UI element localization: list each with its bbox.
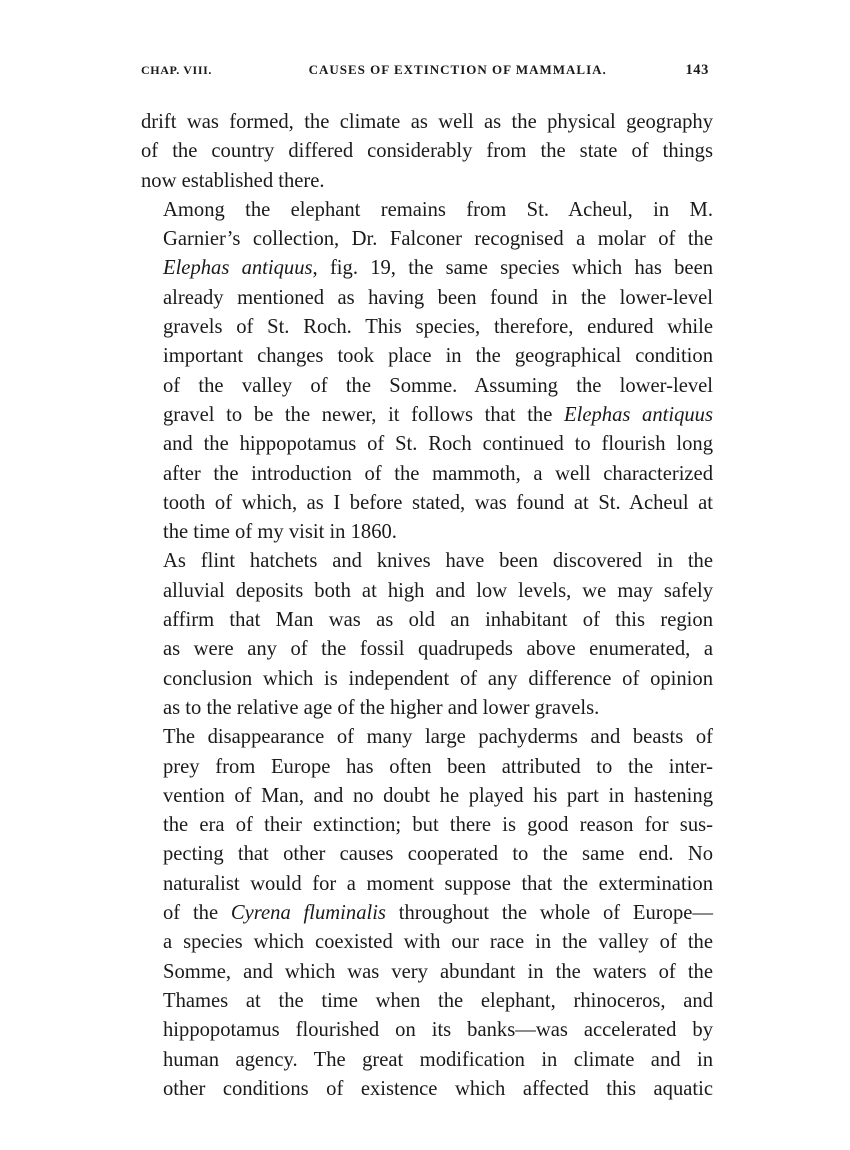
text-segment: As flint hatchets and knives have been discovered in the — [163, 550, 713, 573]
paragraph — [141, 547, 713, 723]
text-line — [141, 1016, 713, 1045]
paragraph — [141, 723, 713, 1104]
text-segment: Garnier’s collection, Dr. Falconer recognised a molar of the — [163, 228, 713, 251]
text-line — [141, 313, 713, 342]
text-line — [141, 1046, 713, 1075]
text-line — [141, 723, 713, 752]
text-segment: alluvial deposits both at high and low levels, we may safely — [163, 579, 713, 602]
text-line — [141, 958, 713, 987]
text-line — [141, 137, 713, 166]
text-line — [141, 547, 713, 576]
text-segment: as to the relative age of the higher and lower gravels. — [163, 696, 600, 719]
page-number: 143 — [685, 62, 709, 78]
chapter-label: CHAP. VIII. — [141, 63, 212, 77]
text-line — [141, 167, 713, 196]
text-segment: the era of their extinction; but there is good reason for sus- — [163, 814, 713, 837]
text-line — [141, 840, 713, 869]
text-segment: now established there. — [141, 169, 325, 192]
text-line — [141, 606, 713, 635]
text-segment: other conditions of existence which affected this aquatic — [163, 1077, 713, 1100]
text-segment: as were any of the fossil quadrupeds above enumerated, a — [163, 638, 713, 661]
text-line — [141, 225, 713, 254]
text-segment: prey from Europe has often been attributed to the inter- — [163, 755, 713, 778]
text-line — [141, 753, 713, 782]
italic-text: Cyrena fluminalis — [230, 902, 386, 925]
text-line — [141, 489, 713, 518]
text-line — [141, 284, 713, 313]
text-line — [141, 577, 713, 606]
book-page — [141, 62, 713, 1104]
text-line — [141, 342, 713, 371]
text-segment: of the valley of the Somme. Assuming the lower-level — [163, 374, 713, 397]
chapter-title: CAUSES OF EXTINCTION OF MAMMALIA. — [308, 62, 607, 77]
text-line — [141, 635, 713, 664]
body-text — [141, 108, 713, 1104]
text-segment: pecting that other causes cooperated to the same end. No — [163, 843, 713, 866]
text-line — [141, 460, 713, 489]
text-segment: conclusion which is independent of any difference of opinion — [163, 667, 713, 690]
text-line — [141, 518, 713, 547]
text-line — [141, 811, 713, 840]
text-segment: human agency. The great modification in climate and in — [163, 1048, 713, 1071]
text-segment: the time of my visit in 1860. — [163, 521, 397, 544]
text-line — [141, 196, 713, 225]
text-segment: of the country differed considerably from the state of things — [141, 140, 713, 163]
text-segment: important changes took place in the geographical condition — [163, 345, 713, 368]
text-segment: hippopotamus flourished on its banks—was accelerated by — [163, 1019, 713, 1042]
italic-text: Elephas antiquus — [564, 403, 713, 426]
text-line — [141, 987, 713, 1016]
text-line — [141, 401, 713, 430]
text-segment: affirm that Man was as old an inhabitant of this region — [163, 609, 713, 632]
paragraph — [141, 108, 713, 196]
text-segment: of the — [163, 902, 231, 925]
text-line — [141, 665, 713, 694]
text-line — [141, 782, 713, 811]
text-segment: gravel to be the newer, it follows that the — [163, 403, 565, 426]
text-segment: vention of Man, and no doubt he played his part in hastening — [163, 784, 713, 807]
text-line — [141, 694, 713, 723]
text-segment: The disappearance of many large pachyderms and beasts of — [163, 726, 713, 749]
text-segment: after the introduction of the mammoth, a well characterized — [163, 462, 713, 485]
text-segment: Thames at the time when the elephant, rhinoceros, and — [163, 989, 713, 1012]
text-line — [141, 899, 713, 928]
text-line — [141, 870, 713, 899]
text-segment: and the hippopotamus of St. Roch continued to flourish long — [163, 433, 713, 456]
text-line — [141, 1075, 713, 1104]
text-segment: throughout the whole of Europe— — [385, 902, 713, 925]
text-line — [141, 430, 713, 459]
text-segment: , fig. 19, the same species which has been — [312, 257, 714, 280]
paragraph — [141, 196, 713, 548]
text-segment: a species which coexisted with our race in the valley of the — [163, 931, 713, 954]
text-segment: drift was formed, the climate as well as the physical geography — [141, 111, 713, 133]
text-line — [141, 254, 713, 283]
text-segment: Somme, and which was very abundant in the waters of the — [163, 960, 713, 983]
text-segment: Among the elephant remains from St. Acheul, in M. — [163, 198, 713, 221]
text-segment: tooth of which, as I before stated, was found at St. Acheul at — [163, 491, 713, 514]
text-segment: already mentioned as having been found in the lower-level — [163, 286, 713, 309]
running-head — [141, 62, 713, 86]
text-line — [141, 928, 713, 957]
text-line — [141, 108, 713, 137]
text-segment: gravels of St. Roch. This species, therefore, endured while — [163, 316, 713, 339]
text-segment: naturalist would for a moment suppose that the extermination — [163, 872, 713, 895]
italic-text: Elephas antiquus — [163, 257, 313, 280]
text-line — [141, 372, 713, 401]
